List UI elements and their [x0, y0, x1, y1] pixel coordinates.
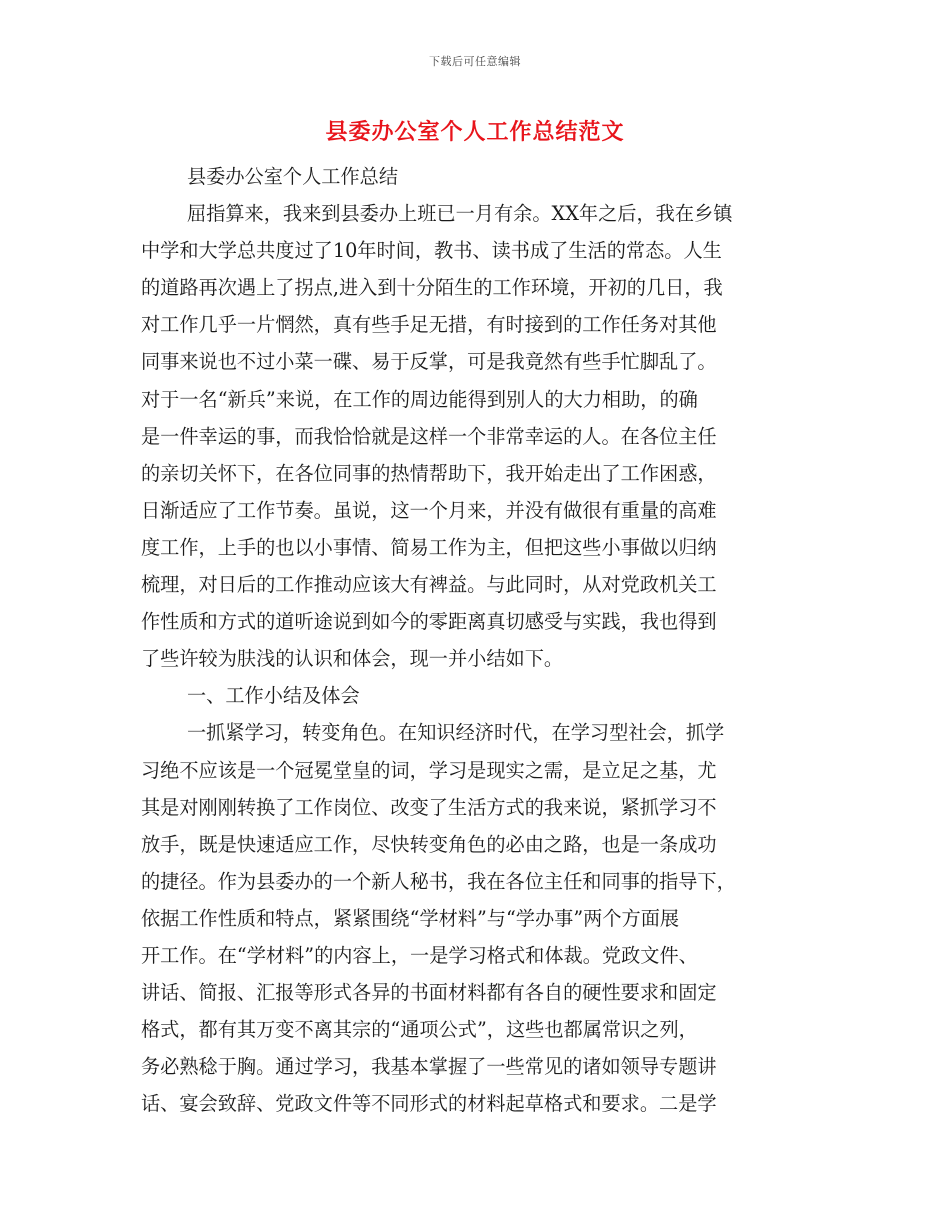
text-line: 屈指算来，我来到县委办上班已一月有余。XX年之后，我在乡镇 — [187, 202, 733, 226]
text-line: 一抓紧学习，转变角色。在知识经济时代，在学习型社会，抓学 — [187, 721, 725, 745]
document-body — [141, 158, 809, 1122]
text-line: 的道路再次遇上了拐点,进入到十分陌生的工作环境，开初的几日，我 — [141, 276, 723, 300]
text-line: 中学和大学总共度过了10年时间，教书、读书成了生活的常态。人生 — [141, 239, 722, 263]
text-line: 习绝不应该是一个冠冕堂皇的词，学习是现实之需，是立足之基，尤 — [141, 758, 717, 782]
text-line: 依据工作性质和特点，紧紧围绕“学材料”与“学办事”两个方面展 — [141, 906, 680, 930]
text-line: 其是对刚刚转换了工作岗位、改变了生活方式的我来说，紧抓学习不 — [141, 795, 717, 819]
text-line: 务必熟稔于胸。通过学习，我基本掌握了一些常见的诸如领导专题讲 — [141, 1055, 717, 1079]
text-line: 度工作，上手的也以小事情、简易工作为主，但把这些小事做以归纳 — [141, 535, 717, 559]
text-line: 梳理，对日后的工作推动应该大有裨益。与此同时，从对党政机关工 — [141, 573, 717, 597]
text-line: 作性质和方式的道听途说到如今的零距离真切感受与实践，我也得到 — [141, 610, 717, 634]
text-line: 开工作。在“学材料”的内容上，一是学习格式和体裁。党政文件、 — [141, 943, 698, 967]
text-line: 的亲切关怀下，在各位同事的热情帮助下，我开始走出了工作困惑， — [141, 461, 717, 485]
text-line: 同事来说也不过小菜一碟、易于反掌，可是我竟然有些手忙脚乱了。 — [141, 350, 717, 374]
text-line: 一、工作小结及体会 — [187, 684, 360, 708]
text-line: 的捷径。作为县委办的一个新人秘书，我在各位主任和同事的指导下， — [141, 869, 736, 893]
text-line: 对工作几乎一片惘然，真有些手足无措，有时接到的工作任务对其他 — [141, 313, 717, 337]
text-line: 县委办公室个人工作总结 — [187, 165, 399, 188]
text-line: 讲话、简报、汇报等形式各异的书面材料都有各自的硬性要求和固定 — [141, 981, 717, 1005]
text-line: 对于一名“新兵”来说，在工作的周边能得到别人的大力相助，的确 — [141, 387, 698, 411]
text-line: 了些许较为肤浅的认识和体会，现一并小结如下。 — [141, 647, 564, 671]
header-note: 下载后可任意编辑 — [429, 55, 521, 68]
text-line: 格式，都有其万变不离其宗的“通项公式”，这些也都属常识之列， — [141, 1018, 698, 1042]
text-line: 是一件幸运的事，而我恰恰就是这样一个非常幸运的人。在各位主任 — [141, 424, 717, 448]
text-line: 话、宴会致辞、党政文件等不同形式的材料起草格式和要求。二是学 — [141, 1092, 717, 1116]
text-line: 放手，既是快速适应工作，尽快转变角色的必由之路，也是一条成功 — [141, 832, 717, 856]
document-title: 县委办公室个人工作总结范文 — [325, 119, 625, 145]
text-line: 日渐适应了工作节奏。虽说，这一个月来，并没有做很有重量的高难 — [141, 498, 717, 522]
